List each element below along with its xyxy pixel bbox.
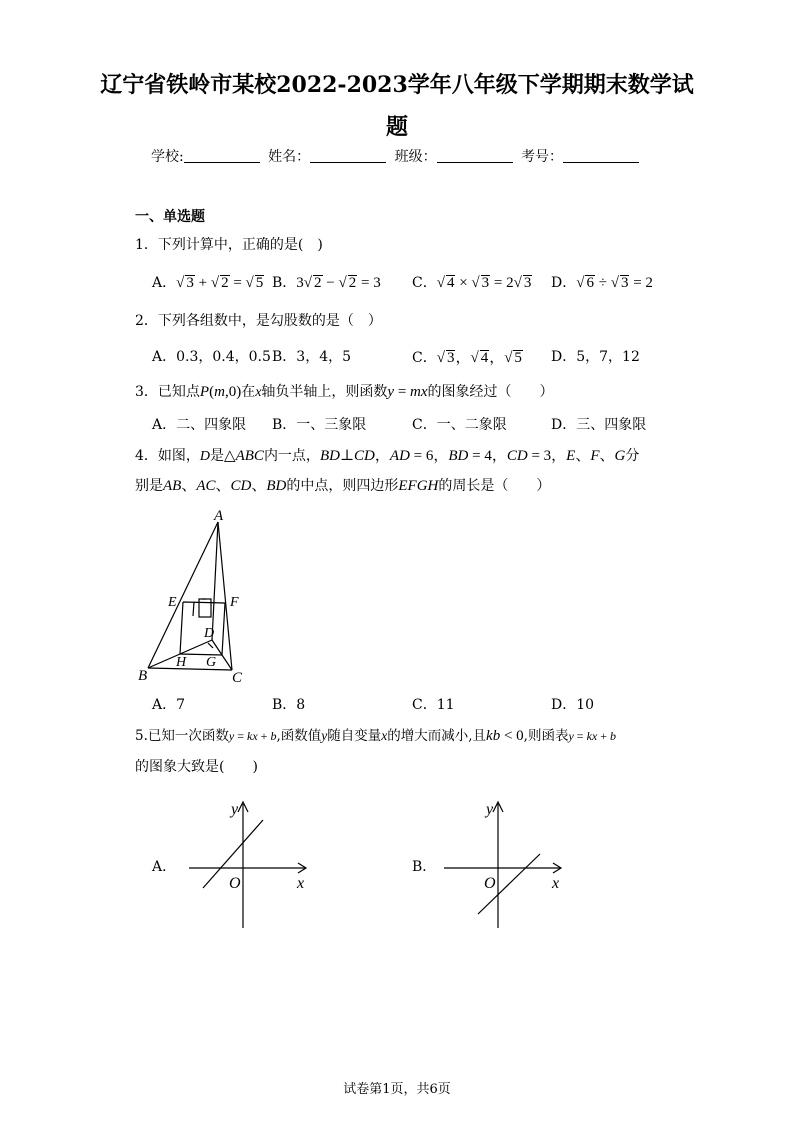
q5-option-a-graph <box>185 796 315 932</box>
number-label: 考号： <box>521 149 564 165</box>
side-bc <box>148 668 232 670</box>
q4-option-c: C．11 <box>412 697 455 713</box>
inner-box <box>199 599 211 617</box>
q1-option-b: B．3√ 2 − √ 2 = 3 <box>272 275 381 291</box>
label-b: B <box>138 668 148 684</box>
axis-label-y: y <box>231 801 239 818</box>
segment-ad <box>212 522 218 640</box>
q4-option-b: B．8 <box>272 697 306 713</box>
class-label: 班级： <box>394 149 437 165</box>
q4-triangle-figure <box>136 506 252 688</box>
label-a: A <box>214 508 224 524</box>
page-title: 辽宁省铁岭市某校2022-2023学年八年级下学期期末数学试 <box>100 72 694 98</box>
axis-label-y: y <box>486 801 494 818</box>
q1-option-d: D．√ 6 ÷ √ 3 = 2 <box>551 275 653 291</box>
label-g: G <box>206 655 217 670</box>
origin-label: O <box>229 875 241 892</box>
q5-stem-line1: 5.已知一次函数y = kx + b,函数值y随自变量x的增大而减小,且kb < 0,则函表y = kx + b <box>135 728 617 744</box>
number-blank <box>563 149 639 163</box>
label-f: F <box>230 595 239 610</box>
q4-stem-line1: 4．如图，D是△ABC内一点，BD⊥CD，AD = 6，BD = 4，CD = 3，E、F、G分 <box>135 448 640 464</box>
q2-option-b: B．3，4，5 <box>272 349 352 365</box>
q3-option-c: C．一、二象限 <box>412 417 507 433</box>
label-e: E <box>168 595 177 610</box>
q2-option-c: C．√ 3，√ 4，√ 5 <box>412 350 522 366</box>
page-footer: 试卷第1页，共6页 <box>343 1082 451 1097</box>
q3-stem: 3．已知点P(m,0)在x轴负半轴上，则函数y = mx的图象经过（ ） <box>135 384 554 400</box>
name-label: 姓名： <box>268 149 311 165</box>
q1-option-c: C．√ 4 × √ 3 = 2√ 3 <box>412 275 532 291</box>
q2-stem: 2．下列各组数中，是勾股数的是（ ） <box>135 313 382 329</box>
side-ab <box>148 522 218 668</box>
label-h: H <box>176 655 187 670</box>
student-info-line <box>0 146 794 166</box>
q3-option-d: D．三、四象限 <box>551 417 647 433</box>
q5-option-b-label: B． <box>412 859 437 875</box>
section-heading: 一、单选题 <box>135 209 205 225</box>
school-label: 学校: <box>150 149 184 165</box>
q3-option-a: A．二、四象限 <box>152 417 247 433</box>
q5-option-a-label: A． <box>152 859 177 875</box>
q4-option-a: A．7 <box>152 697 186 713</box>
q5-option-b-graph <box>440 796 570 932</box>
q4-option-d: D．10 <box>551 697 595 713</box>
q1-option-a: A．√ 3 + √ 2 = √ 5 <box>152 275 264 291</box>
label-d: D <box>204 626 215 641</box>
q1-stem: 1．下列计算中，正确的是( ) <box>135 237 323 253</box>
q3-option-b: B．一、三象限 <box>272 417 367 433</box>
axis-label-x: x <box>297 875 305 892</box>
origin-label: O <box>484 875 496 892</box>
name-blank <box>310 149 386 163</box>
school-blank <box>184 149 260 163</box>
label-c: C <box>232 670 243 686</box>
class-blank <box>437 149 513 163</box>
q2-option-d: D．5，7，12 <box>551 349 640 365</box>
q5-stem-line2: 的图象大致是( ) <box>135 759 258 775</box>
quad-efgh <box>180 602 225 655</box>
q2-option-a: A．0.3，0.4，0.5 <box>152 349 271 365</box>
q4-stem-line2: 别是AB、AC、CD、BD的中点，则四边形EFGH的周长是（ ） <box>135 478 551 494</box>
page-title-continued: 题 <box>385 114 408 140</box>
axis-label-x: x <box>552 875 560 892</box>
